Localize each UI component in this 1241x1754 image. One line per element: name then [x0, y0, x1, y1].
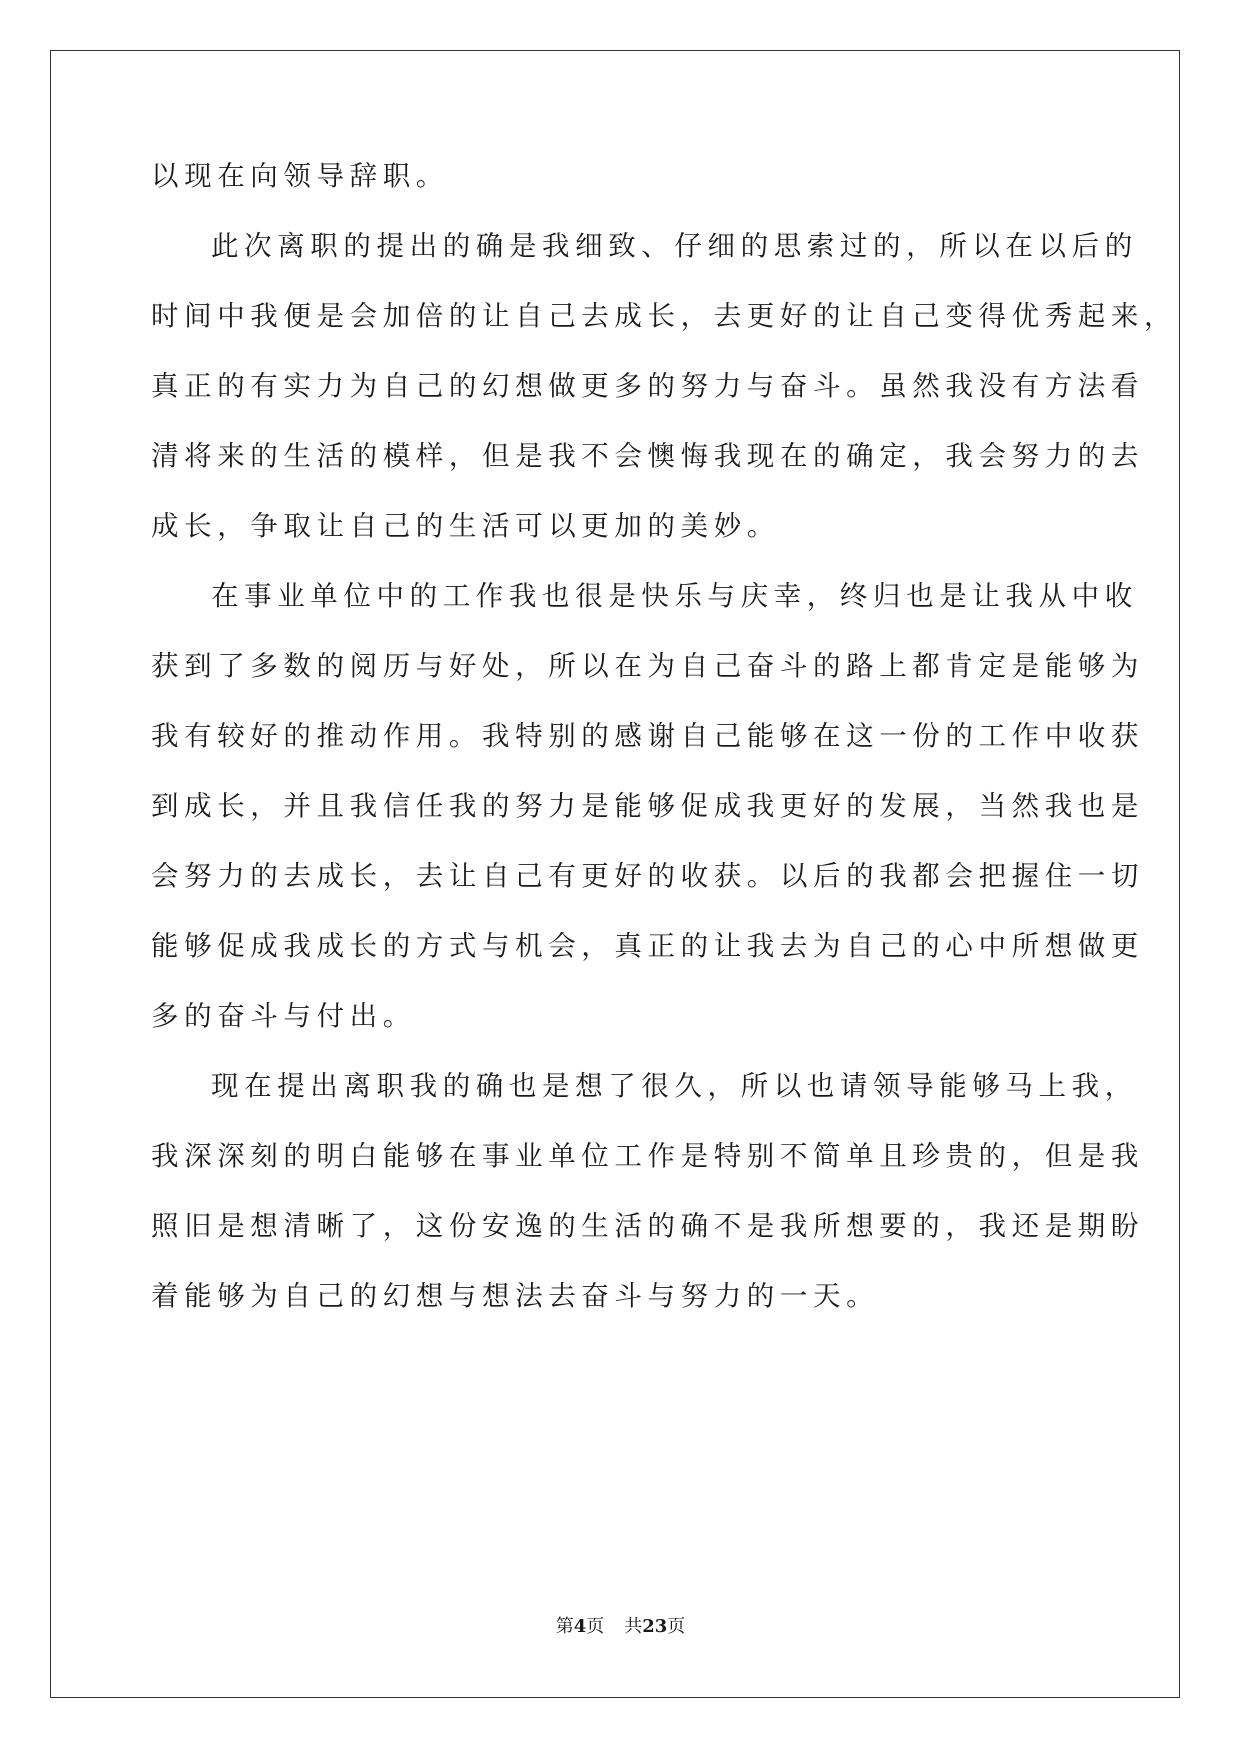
page-prefix: 第	[555, 1616, 574, 1637]
text-line: 时间中我便是会加倍的让自己去成长，去更好的让自己变得优秀起来，	[151, 300, 1178, 332]
text-line: 清将来的生活的模样，但是我不会懊悔我现在的确定，我会努力的去	[151, 440, 1144, 472]
total-unit: 页	[667, 1616, 686, 1637]
text-line: 我有较好的推动作用。我特别的感谢自己能够在这一份的工作中收获	[151, 720, 1144, 752]
text-line: 着能够为自己的幻想与想法去奋斗与努力的一天。	[151, 1280, 880, 1312]
page-unit: 页	[586, 1616, 605, 1637]
page-number: 4	[573, 1616, 587, 1637]
text-line: 我深深刻的明白能够在事业单位工作是特别不简单且珍贵的，但是我	[151, 1140, 1144, 1172]
page-footer	[0, 1612, 1241, 1638]
paragraph-start-line: 此次离职的提出的确是我细致、仔细的思索过的，所以在以后的	[211, 230, 1138, 262]
text-line: 能够促成我成长的方式与机会，真正的让我去为自己的心中所想做更	[151, 930, 1144, 962]
text-line: 成长，争取让自己的生活可以更加的美妙。	[151, 510, 780, 542]
text-line: 以现在向领导辞职。	[151, 160, 449, 192]
text-line: 真正的有实力为自己的幻想做更多的努力与奋斗。虽然我没有方法看	[151, 370, 1144, 402]
text-line: 会努力的去成长，去让自己有更好的收获。以后的我都会把握住一切	[151, 860, 1144, 892]
text-line: 到成长，并且我信任我的努力是能够促成我更好的发展，当然我也是	[151, 790, 1144, 822]
text-line: 获到了多数的阅历与好处，所以在为自己奋斗的路上都肯定是能够为	[151, 650, 1144, 682]
total-pages: 23	[642, 1616, 668, 1637]
text-line: 多的奋斗与付出。	[151, 1000, 416, 1032]
paragraph-start-line: 现在提出离职我的确也是想了很久，所以也请领导能够马上我，	[211, 1070, 1138, 1102]
paragraph-start-line: 在事业单位中的工作我也很是快乐与庆幸，终归也是让我从中收	[211, 580, 1138, 612]
text-line: 照旧是想清晰了，这份安逸的生活的确不是我所想要的，我还是期盼	[151, 1210, 1144, 1242]
total-prefix: 共	[624, 1616, 643, 1637]
